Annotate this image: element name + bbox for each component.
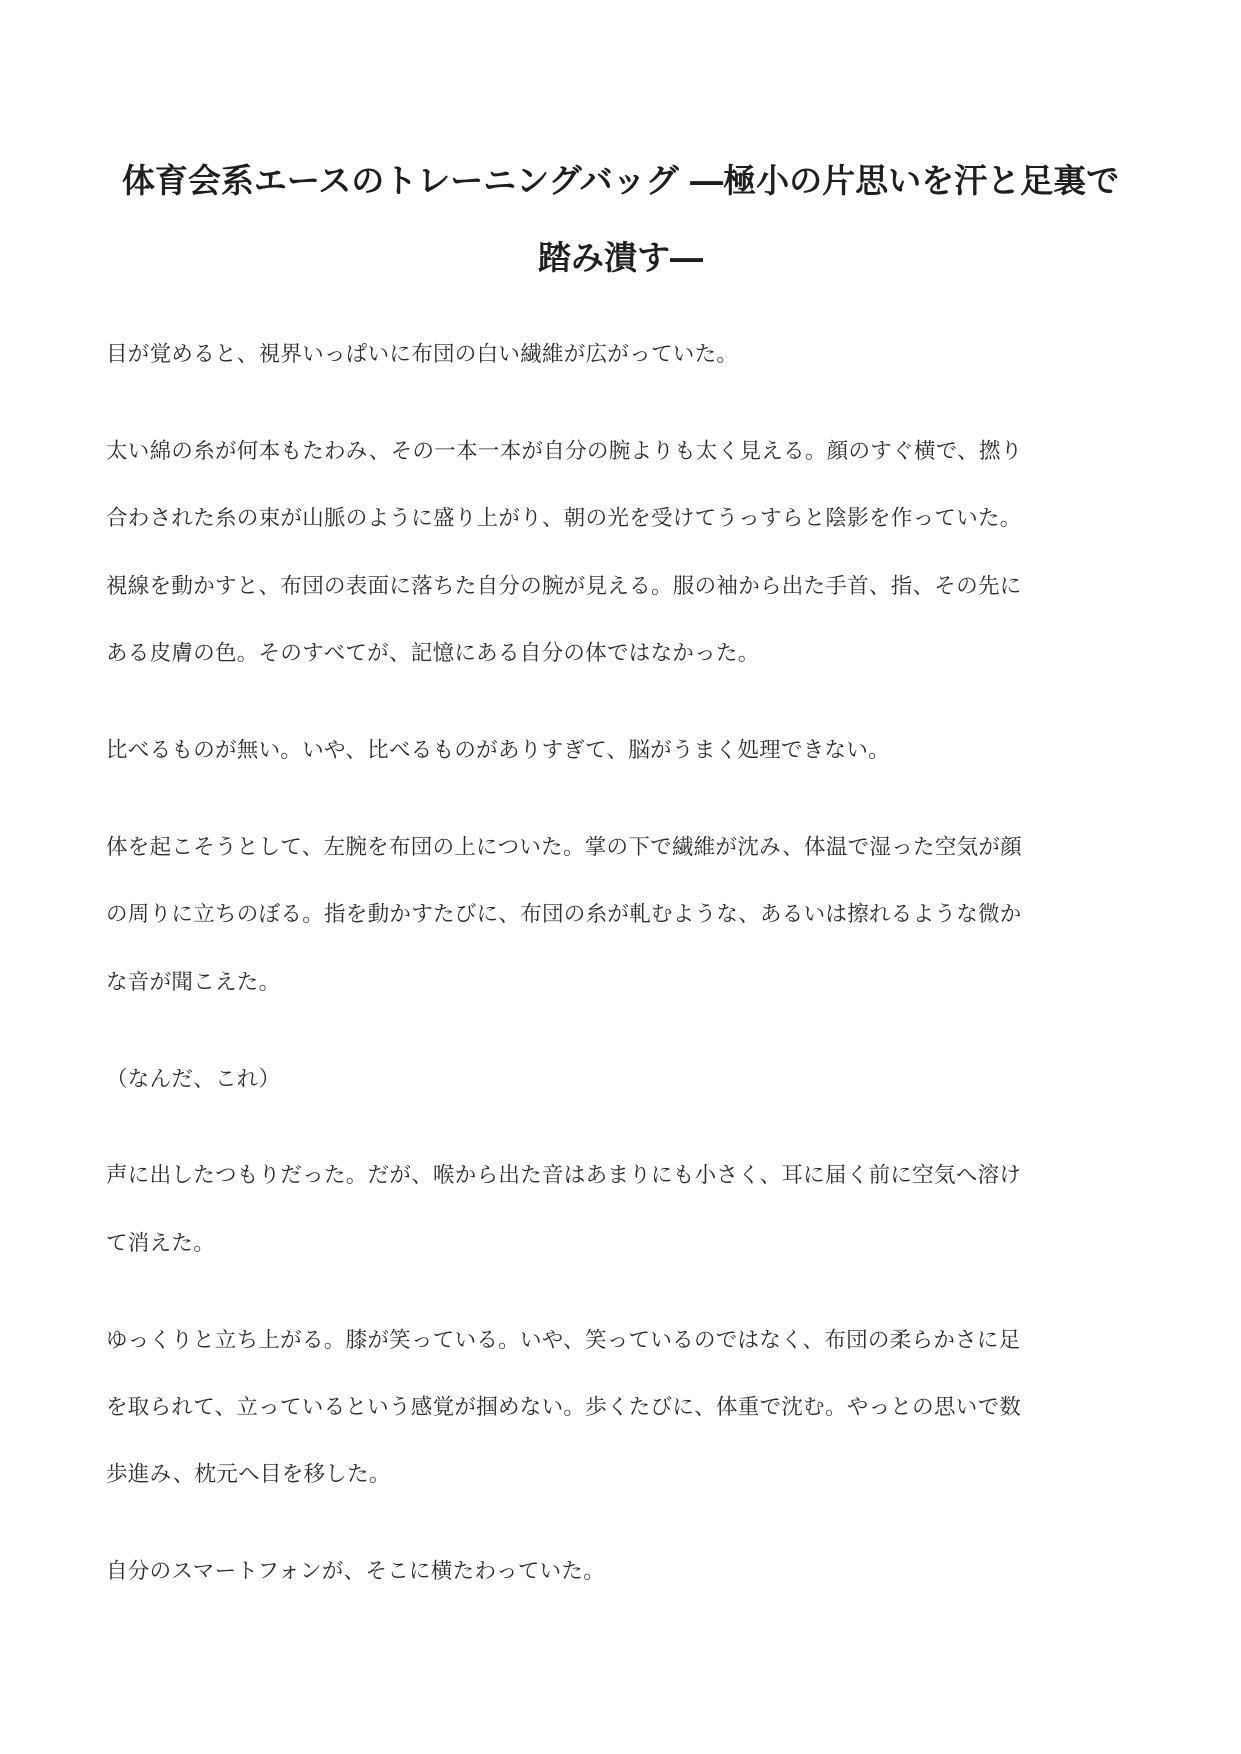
text-line: （なんだ、これ） [106,1067,281,1092]
text-line: 視線を動かすと、布団の表面に落ちた自分の腕が見える。服の袖から出た手首、指、その先に [106,574,1022,599]
text-line: 歩進み、枕元へ目を移した。 [106,1462,391,1487]
document-title-line-2: 踏み潰す― [538,238,703,277]
text-line: 声に出したつもりだった。だが、喉から出た音はあまりにも小さく、耳に届く前に空気へ溶け [106,1163,1022,1188]
text-line: 比べるものが無い。いや、比べるものがありすぎて、脳がうまく処理できない。 [106,738,890,763]
text-line: な音が聞こえた。 [106,970,281,995]
text-line: ゆっくりと立ち上がる。膝が笑っている。いや、笑っているのではなく、布団の柔らかさに足 [106,1328,1021,1353]
text-line: 合わされた糸の束が山脈のように盛り上がり、朝の光を受けてうっすらと陰影を作っていた。 [106,506,1022,531]
text-line: ある皮膚の色。そのすべてが、記憶にある自分の体ではなかった。 [106,641,760,666]
text-line: て消えた。 [106,1231,216,1256]
text-line: を取られて、立っているという感覚が掴めない。歩くたびに、体重で沈む。やっとの思いで数 [106,1395,1022,1420]
text-line: 体を起こそうとして、左腕を布団の上についた。掌の下で繊維が沈み、体温で湿った空気が顔 [106,835,1023,860]
text-line: 自分のスマートフォンが、そこに横たわっていた。 [106,1559,606,1584]
text-line: の周りに立ちのぼる。指を動かすたびに、布団の糸が軋むような、あるいは擦れるような微か [106,902,1022,927]
text-line: 太い綿の糸が何本もたわみ、その一本一本が自分の腕よりも太く見える。顔のすぐ横で、撚り [106,439,1023,464]
document-title-line-1: 体育会系エースのトレーニングバッグ ―極小の片思いを汗と足裏で [121,161,1120,200]
text-line: 目が覚めると、視界いっぱいに布団の白い繊維が広がっていた。 [106,342,739,367]
